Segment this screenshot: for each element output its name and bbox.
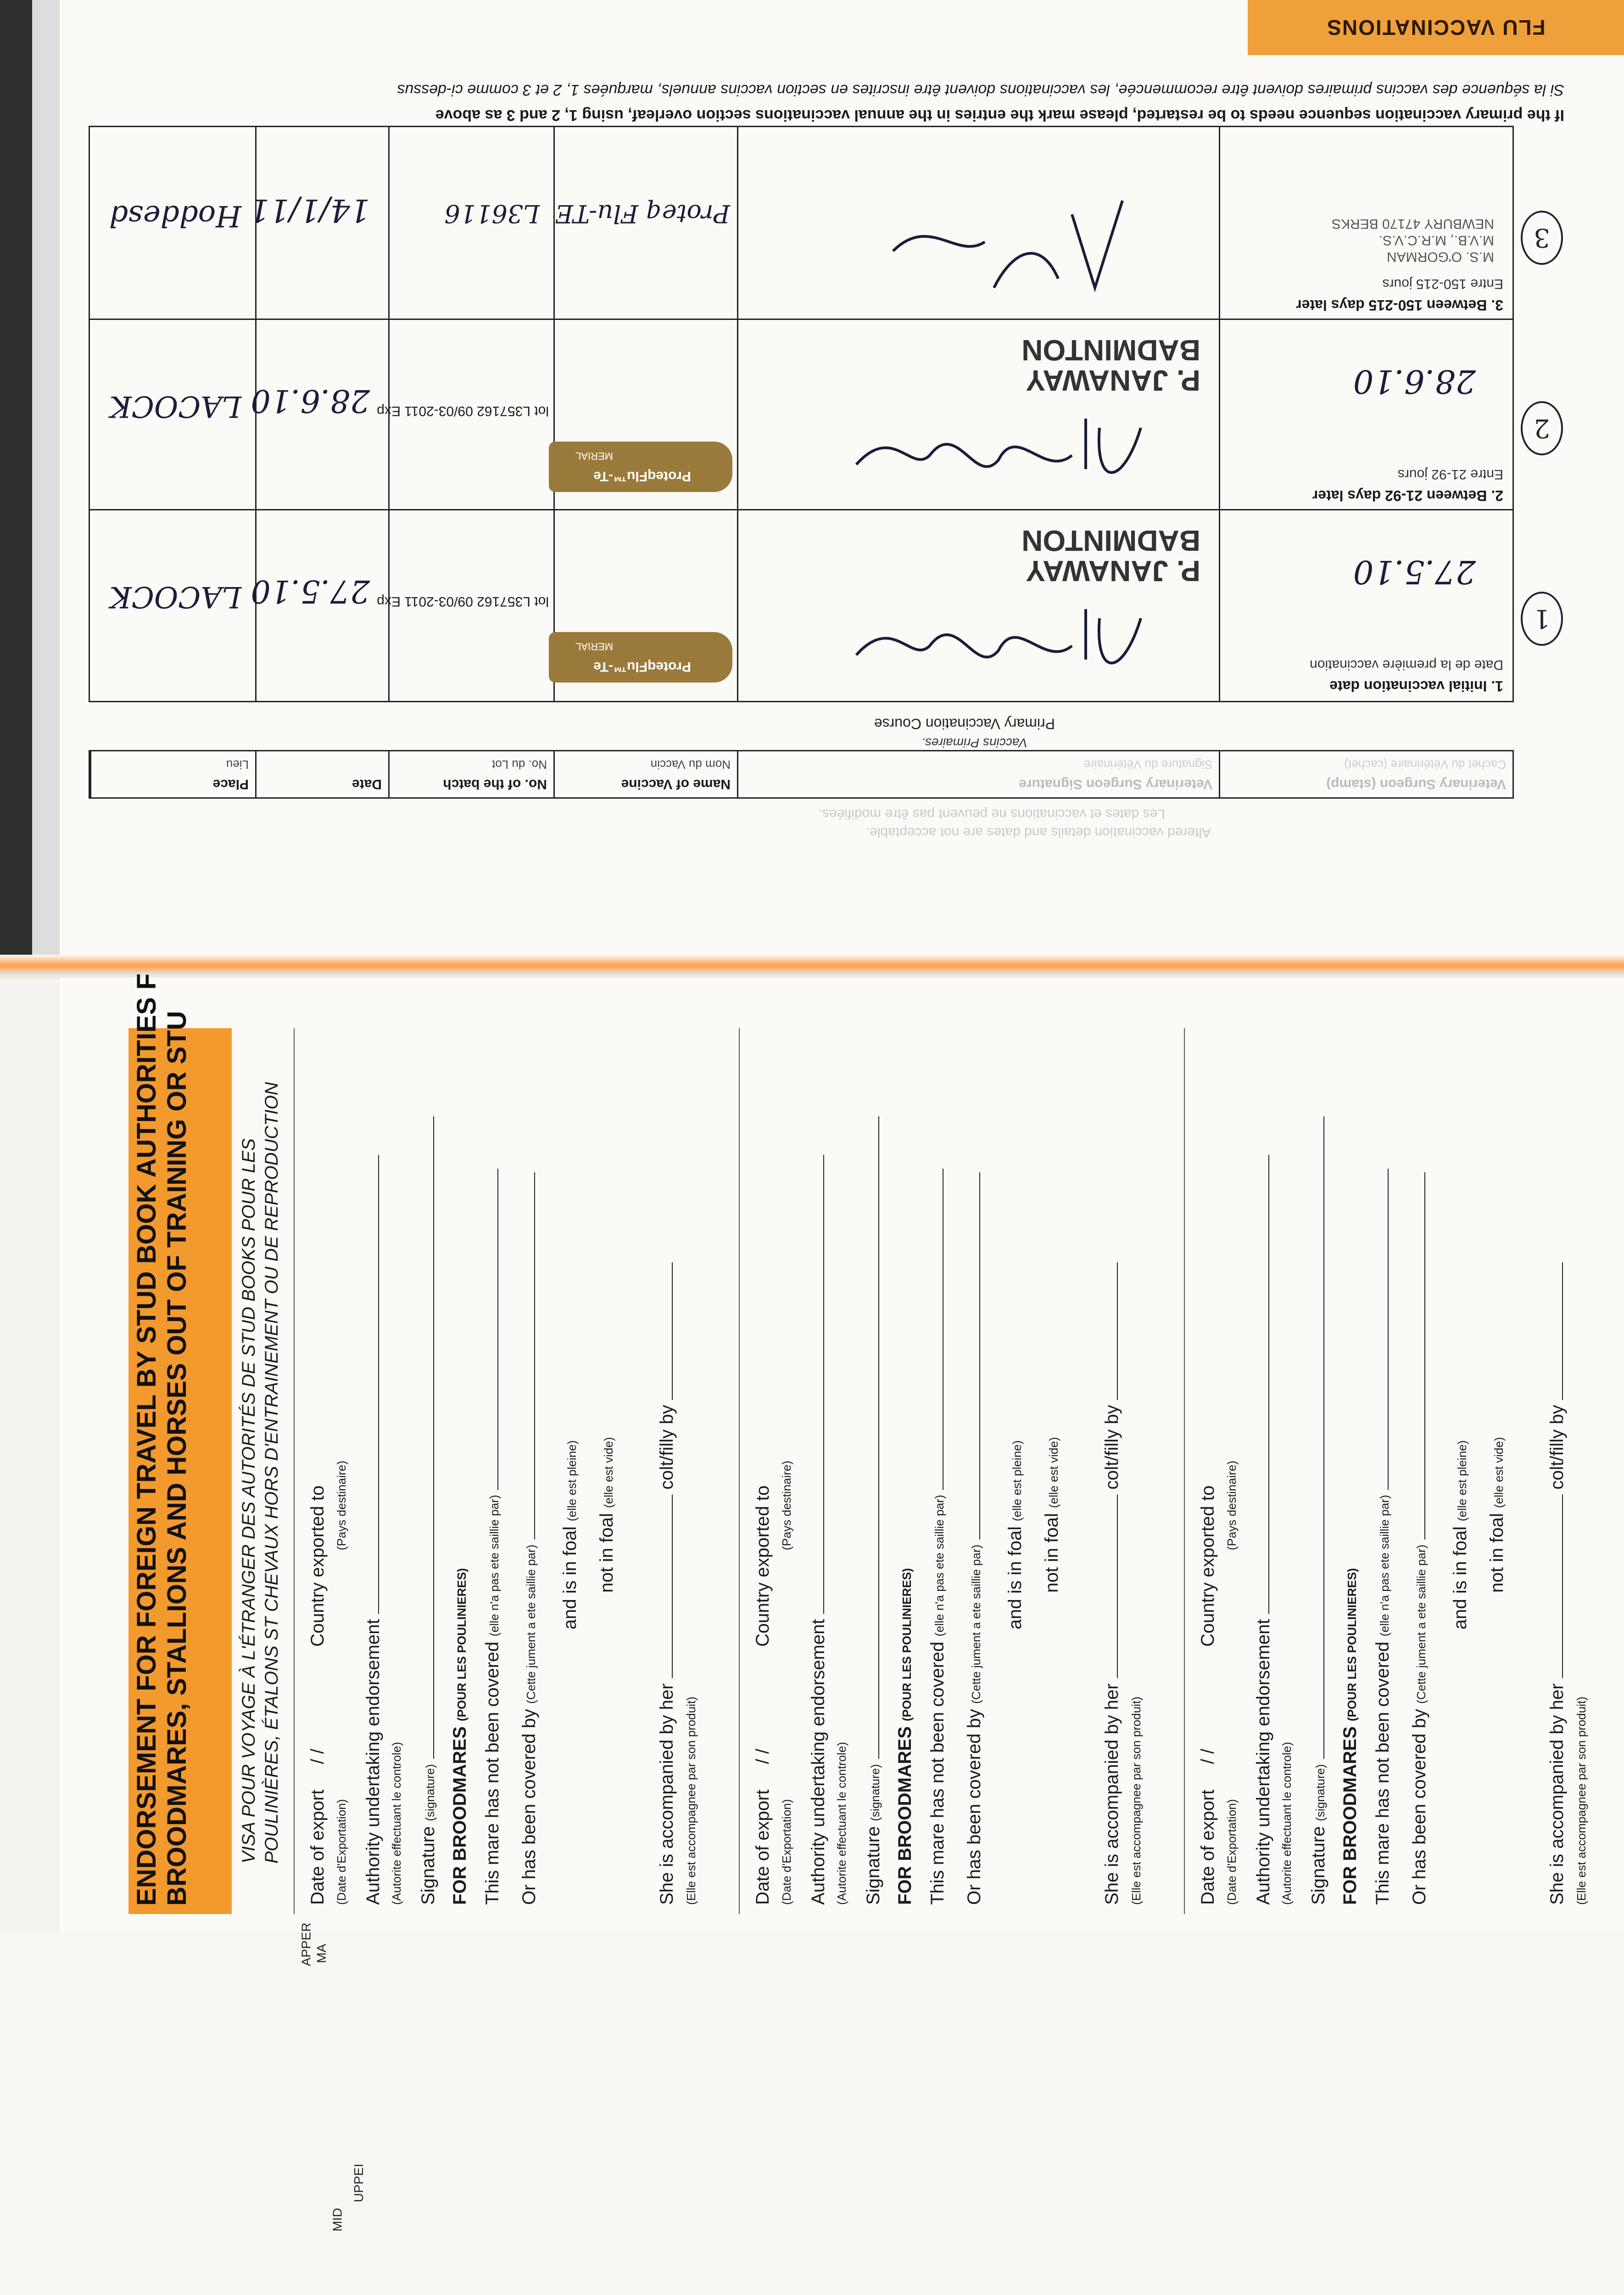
vaccine-cell	[553, 510, 737, 701]
date-export-line: Date of export / / Country exported to	[1198, 1485, 1218, 1905]
row-number-circle: 3	[1521, 211, 1563, 265]
vet-stamp-small: M.S. O'GORMAN M.V.B., M.R.C.V.S. NEWBURY 47170 BERKS	[1331, 216, 1494, 264]
handwritten-date: 27.5.10	[1353, 553, 1476, 591]
interval-cell	[1219, 127, 1512, 320]
flu-page-content	[60, 0, 1624, 973]
accompanied-line: She is accompanied by her colt/filly by	[1546, 1262, 1568, 1905]
signature-scribble	[829, 595, 1150, 687]
vaccine-label-sticker: ProteqFlu™-Te MERIAL	[549, 632, 732, 683]
vaccination-place: LACOCK	[110, 580, 241, 614]
vet-stamp: P. JANAWAY BADMINTON	[1021, 524, 1200, 588]
interval-label: 2. Between 21-92 days later	[1312, 487, 1503, 504]
table-row	[90, 319, 1550, 510]
surgeon-cell	[737, 320, 1219, 510]
authority-line: Authority undertaking endorsement	[363, 1155, 384, 1905]
endorsement-block	[739, 1028, 1189, 1914]
not-covered-line: This mare has not been covered (elle n'a pas ete saillie par)	[1372, 1169, 1393, 1905]
vaccination-place: Hoddesd	[109, 199, 241, 233]
authority-line: Authority undertaking endorsement	[1253, 1155, 1274, 1905]
row-number-circle: 1	[1521, 592, 1563, 646]
page-margin-fragments	[220, 1919, 366, 2295]
band-title-line1: ENDORSEMENT FOR FOREIGN TRAVEL BY STUD BOOK AUTHORITIES F	[132, 973, 162, 1906]
restart-note-en: If the primary vaccination sequence needs to be restarted, please mark the entries in the annual vaccinations section overleaf, using 1, 2 and 3 as above	[435, 106, 1564, 124]
row-number-circle: 2	[1521, 401, 1563, 455]
visa-title-line1: VISA POUR VOYAGE À L'ÉTRANGER DES AUTORITÉS DE STUD BOOKS POUR LES	[239, 1138, 259, 1864]
in-foal-line: and is in foal (elle est pleine)	[1005, 1440, 1025, 1629]
batch-number: L36116	[444, 199, 540, 228]
surgeon-cell	[737, 510, 1219, 701]
broodmares-heading: FOR BROODMARES (POUR LES POULINIERES)	[1340, 1568, 1360, 1905]
header-batch: No. of the batch No. du Lot	[388, 751, 553, 797]
faint-text: Les dates et vaccinations ne peuvent pas être modifiées.	[818, 806, 1165, 822]
vet-stamp: P. JANAWAY BADMINTON	[1021, 334, 1200, 397]
not-in-foal-line: not in foal (elle est vide)	[1042, 1437, 1062, 1593]
date-export-fr: (Date d'Exportation) (Pays destinaire)	[780, 1461, 793, 1905]
vaccination-place: LACOCK	[110, 389, 241, 423]
date-export-fr: (Date d'Exportation) (Pays destinaire)	[335, 1461, 348, 1905]
vaccine-label-sticker: ProteqFlu™-Te MERIAL	[549, 442, 732, 492]
section-tab	[1248, 0, 1624, 55]
accompanied-fr: (Elle est accompagnee par son produit)	[1129, 1696, 1143, 1905]
date-export-fr: (Date d'Exportation) (Pays destinaire)	[1225, 1461, 1239, 1905]
table-header	[89, 750, 1514, 799]
signature-line: Signature (signature)	[863, 1116, 884, 1905]
not-in-foal-line: not in foal (elle est vide)	[1487, 1437, 1507, 1593]
covered-by-line: Or has been covered by (Cette jument a ete saillie par)	[1409, 1172, 1430, 1905]
authority-fr: (Autorite effectuant le controle)	[835, 1741, 848, 1905]
vaccination-date: 14/1/11	[249, 192, 370, 228]
in-foal-line: and is in foal (elle est pleine)	[1450, 1440, 1470, 1629]
date-export-line: Date of export / / Country exported to	[753, 1485, 773, 1905]
margin-text: APPER	[299, 1922, 313, 1966]
margin-text: MA	[314, 1944, 329, 1963]
date-cell	[251, 510, 388, 701]
interval-label-fr: Entre 21-92 jours	[1397, 467, 1503, 482]
header-signature: Veterinary Surgeon Signature Signature du Vétérinaire	[737, 751, 1219, 797]
vaccine-cell	[553, 320, 737, 510]
interval-label-fr: Entre 150-215 jours	[1382, 276, 1503, 291]
vaccination-date: 27.5.10	[251, 573, 370, 609]
course-title: Primary Vaccination Course	[874, 716, 1055, 732]
vaccination-date: 28.6.10	[251, 382, 370, 419]
endorsement-page	[60, 973, 1624, 1932]
covered-by-line: Or has been covered by (Cette jument a ete saillie par)	[519, 1172, 540, 1905]
date-cell	[251, 320, 388, 510]
signature-line: Signature (signature)	[1308, 1116, 1329, 1905]
interval-cell	[1219, 320, 1512, 510]
vaccine-name: Proteq Flu-TE	[555, 199, 730, 228]
table-row	[90, 127, 1550, 320]
signature-line: Signature (signature)	[418, 1116, 439, 1905]
band-title-line2: BROODMARES, STALLIONS AND HORSES OUT OF TRAINING OR STU	[162, 1011, 192, 1906]
vaccine-cell	[553, 127, 737, 320]
margin-text: UPPEI	[352, 2163, 366, 2203]
broodmares-heading: FOR BROODMARES (POUR LES POULINIERES)	[450, 1568, 470, 1905]
accompanied-fr: (Elle est accompagnee par son produit)	[684, 1696, 698, 1905]
header-surgeon-stamp: Veterinary Surgeon (stamp) Cachet du Vétérinaire (cachet)	[1219, 751, 1512, 797]
section-title: FLU VACCINATIONS	[1326, 16, 1546, 39]
interval-label-fr: Date de la première vaccination	[1310, 657, 1503, 672]
endorsement-page-content	[128, 973, 1624, 1914]
handwritten-date: 28.6.10	[1353, 363, 1476, 400]
title-band	[128, 973, 232, 1914]
batch-cell	[377, 510, 553, 701]
covered-by-line: Or has been covered by (Cette jument a ete saillie par)	[964, 1172, 985, 1905]
endorsement-block	[294, 1028, 743, 1914]
authority-line: Authority undertaking endorsement	[808, 1155, 829, 1905]
flu-vaccinations-page	[60, 0, 1624, 973]
header-vaccine: Name of Vaccine Nom du Vaccin	[553, 751, 737, 797]
not-covered-line: This mare has not been covered (elle n'a pas ete saillie par)	[482, 1169, 503, 1905]
faint-text: Altered vaccination details and dates are not acceptable.	[865, 825, 1211, 840]
interval-cell	[1219, 510, 1512, 701]
interval-label: 3. Between 150-215 days later	[1296, 297, 1503, 313]
interval-label: 1. Initial vaccination date	[1329, 678, 1503, 694]
batch-lot: lot L357162 09/03-2011 Exp	[377, 403, 549, 419]
in-foal-line: and is in foal (elle est pleine)	[560, 1440, 580, 1629]
authority-fr: (Autorite effectuant le controle)	[390, 1741, 403, 1905]
place-cell	[90, 320, 255, 510]
restart-note-fr: Si la séquence des vaccins primaires doivent être recommencée, les vaccinations doivent être inscrites en section vaccins annuels, marquées 1, 2 et 3 comme ci-dessus	[397, 81, 1564, 99]
margin-text: MID	[330, 2208, 345, 2232]
date-cell	[249, 127, 388, 320]
batch-lot: lot L357162 09/03-2011 Exp	[377, 594, 549, 609]
authority-fr: (Autorite effectuant le controle)	[1280, 1741, 1294, 1905]
header-date: Date	[255, 751, 388, 797]
broodmares-heading: FOR BROODMARES (POUR LES POULINIERES)	[895, 1568, 915, 1905]
scanner-edge	[0, 0, 32, 973]
not-in-foal-line: not in foal (elle est vide)	[597, 1437, 617, 1593]
surgeon-cell	[737, 127, 1219, 320]
table-row	[90, 509, 1550, 701]
signature-scribble	[829, 405, 1150, 497]
date-export-line: Date of export / / Country exported to	[307, 1485, 328, 1905]
not-covered-line: This mare has not been covered (elle n'a pas ete saillie par)	[927, 1169, 948, 1905]
accompanied-fr: (Elle est accompagnee par son produit)	[1574, 1696, 1588, 1905]
batch-cell	[377, 320, 553, 510]
signature-scribble	[829, 187, 1150, 306]
visa-title-line2: POULINIÈRES, ÉTALONS ST CHEVAUX HORS D'ENTRAINEMENT OU DE REPRODUCTION	[262, 1082, 282, 1864]
place-cell	[90, 127, 255, 320]
place-cell	[90, 510, 255, 701]
accompanied-line: She is accompanied by her colt/filly by	[1101, 1262, 1122, 1905]
endorsement-block	[1184, 1028, 1624, 1914]
accompanied-line: She is accompanied by her colt/filly by	[656, 1262, 677, 1905]
course-subtitle: Vaccins Primaires.	[921, 736, 1027, 750]
header-place: Place Lieu	[90, 751, 255, 797]
batch-cell	[388, 127, 553, 320]
page-edge	[32, 0, 60, 973]
vaccination-table	[89, 126, 1550, 702]
